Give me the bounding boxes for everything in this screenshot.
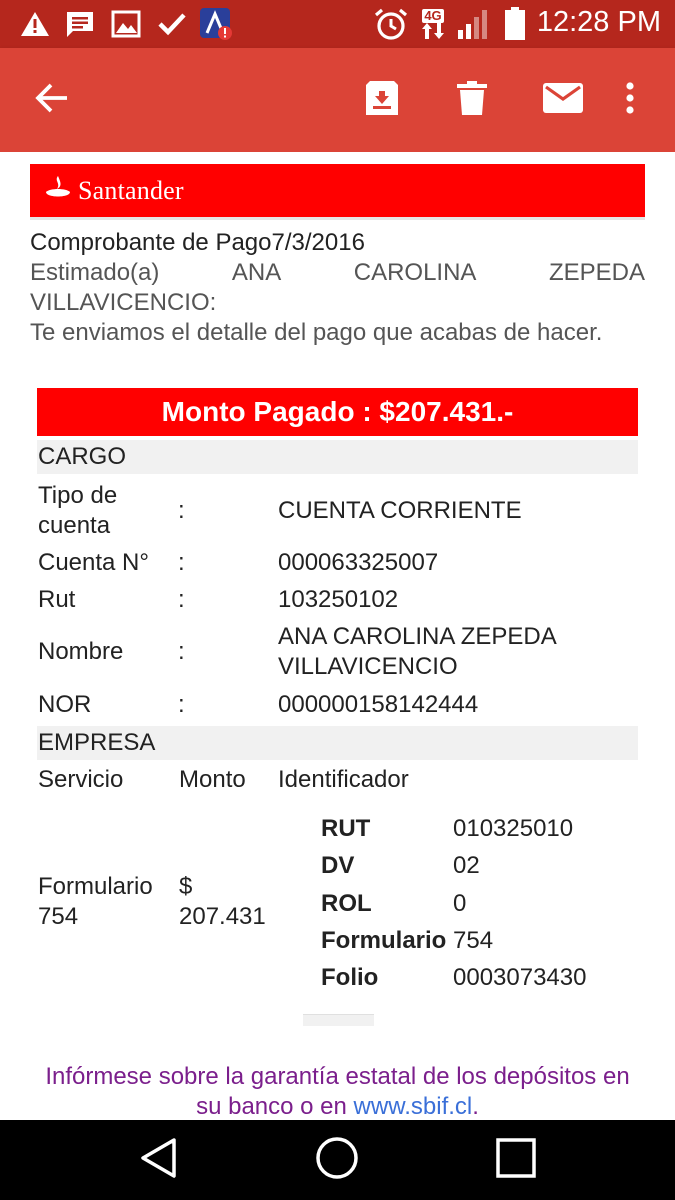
cargo-label: Tipo de cuenta [38, 482, 118, 539]
greeting-word: ZEPEDA [548, 259, 645, 286]
identificador-key: DV [321, 852, 355, 879]
amount-paid-bar: Monto Pagado : $207.431.- [37, 388, 638, 436]
cargo-value: 000000158142444 [278, 691, 479, 718]
more-vert-icon [625, 82, 635, 119]
brand-banner [30, 164, 645, 220]
identificador-key: RUT [321, 815, 371, 842]
greeting-name-line: VILLAVICENCIO: [30, 289, 217, 316]
image-icon [110, 8, 142, 40]
identificador-value: 754 [453, 927, 494, 954]
archive-icon [364, 81, 400, 120]
cargo-row [37, 548, 638, 578]
flame-icon [44, 175, 72, 206]
cargo-row [37, 690, 638, 720]
nav-home-icon [315, 1136, 359, 1185]
footer-text: Infórmese sobre la garantía estatal de los depósitos en su banco o en [45, 1063, 630, 1120]
footer-end: . [472, 1093, 479, 1120]
cargo-value: 000063325007 [278, 549, 439, 576]
column-header-identificador: Identificador [278, 766, 409, 793]
network-4g-icon: 4G [418, 8, 448, 40]
cargo-separator: : [178, 497, 185, 524]
greeting-word: Estimado(a) [30, 259, 160, 286]
column-header-monto: Monto [179, 766, 246, 793]
app-alert-icon [198, 8, 234, 40]
email-body[interactable] [0, 152, 675, 1120]
cargo-value: CUENTA CORRIENTE [278, 497, 522, 524]
payment-message: Te enviamos el detalle del pago que acabas de hacer. [30, 319, 603, 346]
cargo-separator: : [178, 691, 185, 718]
sbif-link[interactable]: www.sbif.cl [353, 1093, 473, 1120]
cargo-value: ANA CAROLINA ZEPEDA VILLAVICENCIO [278, 623, 556, 680]
battery-icon [502, 8, 528, 40]
warning-icon [20, 8, 50, 40]
cargo-separator: : [178, 549, 185, 576]
santander-logo [44, 175, 184, 206]
cargo-separator: : [178, 638, 185, 665]
cargo-label: Rut [38, 586, 76, 613]
more-options-button[interactable] [604, 74, 656, 126]
column-header-servicio: Servicio [38, 766, 124, 793]
nav-back-icon [138, 1137, 178, 1184]
nav-recents-icon [496, 1138, 536, 1183]
delete-button[interactable] [446, 74, 498, 126]
archive-button[interactable] [356, 74, 408, 126]
identificador-key: ROL [321, 890, 372, 917]
cargo-separator: : [178, 586, 185, 613]
identificador-value: 02 [453, 852, 480, 879]
delete-icon [457, 81, 487, 120]
greeting-line [30, 258, 645, 288]
nav-recents-button[interactable] [490, 1134, 542, 1186]
divider [303, 1014, 374, 1026]
back-arrow-icon [35, 83, 69, 118]
mail-icon [543, 83, 583, 118]
mark-unread-button[interactable] [537, 74, 589, 126]
status-bar [0, 0, 675, 48]
nav-back-button[interactable] [132, 1134, 184, 1186]
brand-name: Santander [78, 175, 184, 205]
navigation-bar [0, 1120, 675, 1200]
cargo-label: Cuenta N° [38, 549, 149, 576]
identificador-value: 010325010 [453, 815, 574, 842]
app-bar [0, 48, 675, 152]
monto-value: $ 207.431 [179, 873, 266, 930]
signal-icon [455, 8, 495, 40]
identificador-key: Folio [321, 964, 379, 991]
nav-home-button[interactable] [311, 1134, 363, 1186]
alarm-icon [372, 8, 410, 40]
deposit-guarantee-note [0, 1062, 675, 1120]
receipt-title: Comprobante de Pago7/3/2016 [30, 229, 365, 256]
check-icon [156, 8, 188, 40]
intro-text [30, 228, 645, 348]
greeting-word: ANA [231, 259, 282, 286]
cargo-label: Nombre [38, 638, 124, 665]
identificador-value: 0003073430 [453, 964, 587, 991]
empresa-heading: EMPRESA [37, 726, 638, 760]
servicio-value: Formulario 754 [38, 873, 153, 930]
identificador-key: Formulario [321, 927, 447, 954]
back-button[interactable] [26, 74, 78, 126]
footer-paragraph [38, 1062, 638, 1120]
cargo-row [37, 622, 638, 682]
identificador-value: 0 [453, 890, 467, 917]
cargo-row [37, 585, 638, 615]
cargo-heading: CARGO [37, 440, 638, 474]
status-time: 12:28 PM [536, 6, 661, 38]
cargo-value: 103250102 [278, 586, 399, 613]
message-icon [64, 8, 96, 40]
greeting-word: CAROLINA [353, 259, 477, 286]
cargo-label: NOR [38, 691, 92, 718]
cargo-row [37, 481, 638, 541]
